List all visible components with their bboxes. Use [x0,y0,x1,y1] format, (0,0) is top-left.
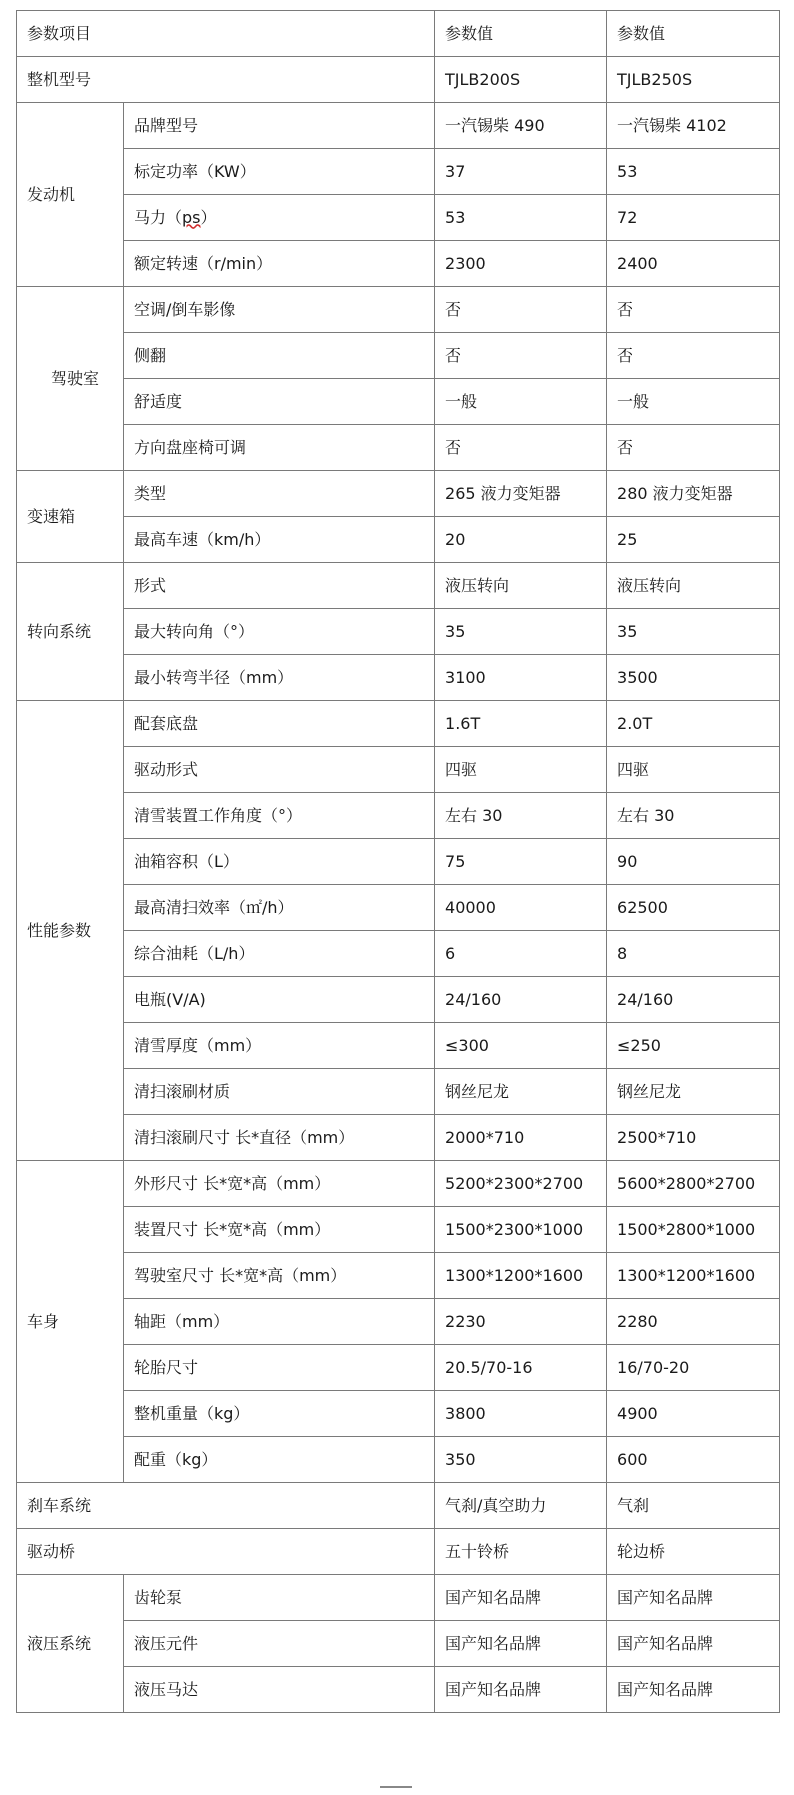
table-row [17,103,780,149]
row-label: 最高清扫效率（㎡/h） [124,885,435,931]
table-row [17,195,780,241]
row-label: 整机重量（kg） [124,1391,435,1437]
row-value-1: 气刹/真空助力 [435,1483,607,1529]
row-label [124,195,435,241]
row-value-2: 62500 [607,885,780,931]
row-value-1: 一般 [435,379,607,425]
row-value-1: 20 [435,517,607,563]
header-value-2: 参数值 [607,11,780,57]
header-value-1: 参数值 [435,11,607,57]
row-value-2: 否 [607,287,780,333]
row-value-2: 280 液力变矩器 [607,471,780,517]
row-label: 整机型号 [17,57,435,103]
row-label: 驾驶室尺寸 长*宽*高（mm） [124,1253,435,1299]
row-value-1: 37 [435,149,607,195]
row-value-1: 35 [435,609,607,655]
row-value-1: 否 [435,333,607,379]
row-label: 舒适度 [124,379,435,425]
row-value-2: 气刹 [607,1483,780,1529]
row-value-1: 5200*2300*2700 [435,1161,607,1207]
group-label-cab: 驾驶室 [17,287,124,471]
row-value-2: 16/70-20 [607,1345,780,1391]
row-label: 额定转速（r/min） [124,241,435,287]
row-value-2: 国产知名品牌 [607,1621,780,1667]
table-row [17,1069,780,1115]
row-value-1: TJLB200S [435,57,607,103]
row-value-1: 1.6T [435,701,607,747]
row-value-2: 一汽锡柴 4102 [607,103,780,149]
row-value-2: 否 [607,333,780,379]
row-value-1: 40000 [435,885,607,931]
row-value-2: 5600*2800*2700 [607,1161,780,1207]
row-value-2: 左右 30 [607,793,780,839]
table-row [17,471,780,517]
row-label: 综合油耗（L/h） [124,931,435,977]
row-value-1: 2300 [435,241,607,287]
row-value-2: 24/160 [607,977,780,1023]
table-row [17,149,780,195]
table-row [17,241,780,287]
row-label-post: ） [200,207,217,227]
group-label-gearbox: 变速箱 [17,471,124,563]
row-label: 清雪厚度（mm） [124,1023,435,1069]
row-label: 驱动形式 [124,747,435,793]
header-item: 参数项目 [17,11,435,57]
row-label-pre: 马力（ [134,207,183,227]
row-value-2: 2.0T [607,701,780,747]
row-value-2: 25 [607,517,780,563]
row-value-2: 轮边桥 [607,1529,780,1575]
row-label: 配套底盘 [124,701,435,747]
row-label: 刹车系统 [17,1483,435,1529]
row-label: 电瓶(V/A) [124,977,435,1023]
row-label-unit: ps [182,207,201,227]
row-value-1: 1500*2300*1000 [435,1207,607,1253]
row-value-1: ≤300 [435,1023,607,1069]
row-value-1: 国产知名品牌 [435,1621,607,1667]
row-value-1: 3100 [435,655,607,701]
table-row [17,1667,780,1713]
brake-row [17,1483,780,1529]
table-row [17,333,780,379]
group-label-hydraulic: 液压系统 [17,1575,124,1713]
row-value-1: 53 [435,195,607,241]
row-value-2: 8 [607,931,780,977]
table-row [17,1161,780,1207]
table-row [17,1023,780,1069]
row-value-2: 国产知名品牌 [607,1667,780,1713]
table-row [17,379,780,425]
row-label: 清扫滚刷材质 [124,1069,435,1115]
table-row [17,1253,780,1299]
page-divider [380,1786,412,1788]
row-value-1: 液压转向 [435,563,607,609]
row-value-2: ≤250 [607,1023,780,1069]
table-row [17,747,780,793]
row-label: 油箱容积（L） [124,839,435,885]
row-value-2: 2500*710 [607,1115,780,1161]
row-value-1: 20.5/70-16 [435,1345,607,1391]
table-row [17,977,780,1023]
row-label: 类型 [124,471,435,517]
row-label: 标定功率（KW） [124,149,435,195]
row-value-1: 6 [435,931,607,977]
row-value-2: 90 [607,839,780,885]
spec-table [16,10,780,1713]
row-value-1: 265 液力变矩器 [435,471,607,517]
row-label: 液压马达 [124,1667,435,1713]
row-value-1: 五十铃桥 [435,1529,607,1575]
table-row [17,517,780,563]
row-label: 最大转向角（°） [124,609,435,655]
row-label: 方向盘座椅可调 [124,425,435,471]
table-row [17,1621,780,1667]
table-row [17,885,780,931]
row-label: 装置尺寸 长*宽*高（mm） [124,1207,435,1253]
group-label-steering: 转向系统 [17,563,124,701]
row-value-2: 液压转向 [607,563,780,609]
table-row [17,425,780,471]
row-value-1: 一汽锡柴 490 [435,103,607,149]
table-row [17,1299,780,1345]
row-value-2: 2280 [607,1299,780,1345]
row-value-1: 75 [435,839,607,885]
row-value-1: 350 [435,1437,607,1483]
row-value-1: 国产知名品牌 [435,1575,607,1621]
row-value-2: 4900 [607,1391,780,1437]
table-row [17,1207,780,1253]
row-value-2: 53 [607,149,780,195]
row-label: 驱动桥 [17,1529,435,1575]
row-label: 轮胎尺寸 [124,1345,435,1391]
table-row [17,609,780,655]
row-label: 齿轮泵 [124,1575,435,1621]
row-label: 清雪装置工作角度（°） [124,793,435,839]
table-row [17,655,780,701]
row-value-2: 否 [607,425,780,471]
row-value-2: 一般 [607,379,780,425]
row-label: 空调/倒车影像 [124,287,435,333]
table-row [17,1437,780,1483]
table-row [17,1115,780,1161]
axle-row [17,1529,780,1575]
group-label-performance: 性能参数 [17,701,124,1161]
row-label: 液压元件 [124,1621,435,1667]
row-value-1: 否 [435,287,607,333]
row-value-1: 1300*1200*1600 [435,1253,607,1299]
table-row [17,931,780,977]
table-row [17,1575,780,1621]
row-value-2: TJLB250S [607,57,780,103]
row-label: 形式 [124,563,435,609]
group-label-engine: 发动机 [17,103,124,287]
table-row [17,793,780,839]
row-label: 侧翻 [124,333,435,379]
row-label: 轴距（mm） [124,1299,435,1345]
row-label: 清扫滚刷尺寸 长*直径（mm） [124,1115,435,1161]
row-value-1: 2000*710 [435,1115,607,1161]
row-value-1: 24/160 [435,977,607,1023]
row-value-2: 72 [607,195,780,241]
row-value-2: 四驱 [607,747,780,793]
row-label: 最高车速（km/h） [124,517,435,563]
row-value-1: 3800 [435,1391,607,1437]
table-row [17,1391,780,1437]
group-label-body: 车身 [17,1161,124,1483]
table-row [17,563,780,609]
table-row [17,1345,780,1391]
row-value-2: 钢丝尼龙 [607,1069,780,1115]
row-label: 品牌型号 [124,103,435,149]
header-row [17,11,780,57]
row-value-1: 否 [435,425,607,471]
row-value-1: 左右 30 [435,793,607,839]
row-label: 外形尺寸 长*宽*高（mm） [124,1161,435,1207]
table-row [17,839,780,885]
model-row [17,57,780,103]
row-label: 配重（kg） [124,1437,435,1483]
table-row [17,701,780,747]
row-value-2: 国产知名品牌 [607,1575,780,1621]
row-label: 最小转弯半径（mm） [124,655,435,701]
row-value-1: 国产知名品牌 [435,1667,607,1713]
row-value-2: 600 [607,1437,780,1483]
row-value-1: 四驱 [435,747,607,793]
row-value-2: 3500 [607,655,780,701]
row-value-2: 35 [607,609,780,655]
row-value-2: 2400 [607,241,780,287]
row-value-2: 1300*1200*1600 [607,1253,780,1299]
table-row [17,287,780,333]
row-value-2: 1500*2800*1000 [607,1207,780,1253]
row-value-1: 钢丝尼龙 [435,1069,607,1115]
row-value-1: 2230 [435,1299,607,1345]
